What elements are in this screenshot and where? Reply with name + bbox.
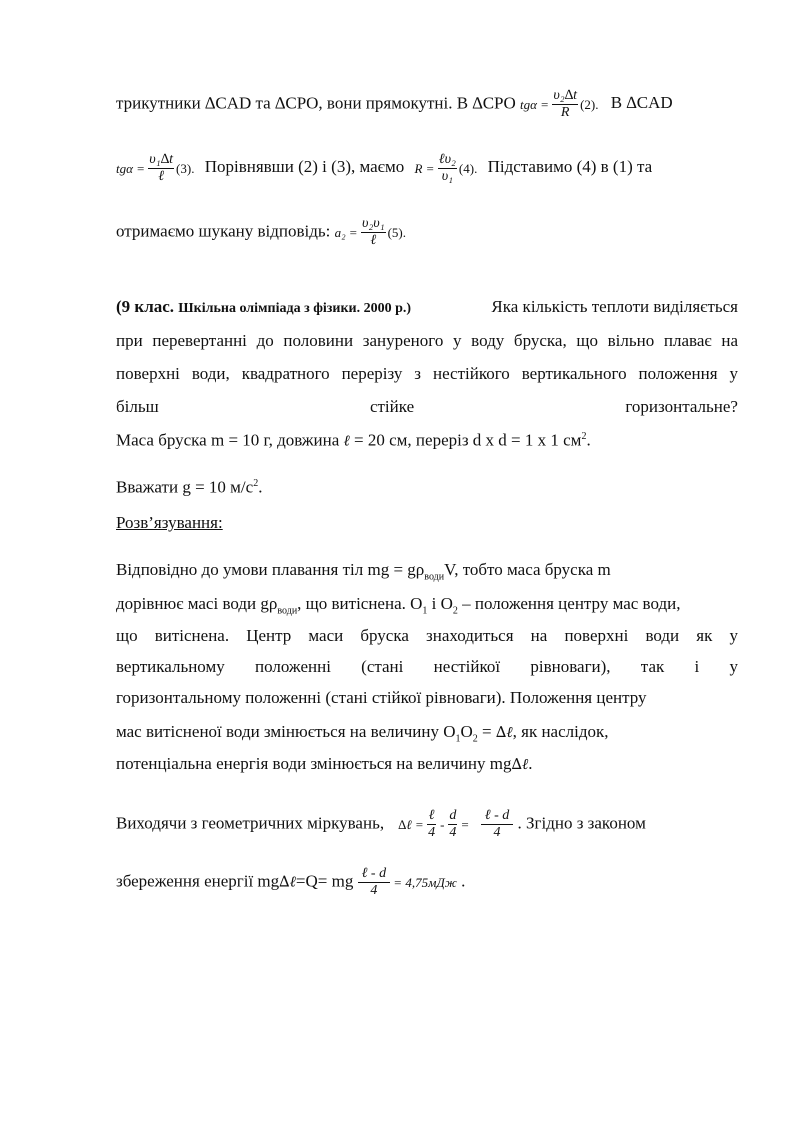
solution-line: дорівнює масі води $g\rho_{води}$, що витіснена. $O_1$ і $O_2$ – положення центру мас води,: [116, 594, 681, 617]
text: Порівнявши (2) і (3), маємо: [204, 157, 405, 177]
problem-line: більш стійке горизонтальне?: [116, 397, 738, 416]
formula-energy: ℓ - d 4 = 4,75мДж: [358, 866, 457, 899]
problem-line: Маса бруска m = 10 г, довжина ℓ = 20 см, переріз d x d = 1 x 1 $см^2$.: [116, 430, 591, 450]
fraction: $\frac{\text{υ₂∆t}}{R}$: [553, 88, 578, 120]
solution-line: горизонтальному положенні (стані стійкої рівноваги). Положення центру: [116, 688, 647, 707]
solution-heading: Розв’язування:: [116, 513, 223, 532]
solution-line: вертикальному положенні (стані нестійкої рівноваги), так і у: [116, 657, 738, 676]
solution-line: Виходячи з геометричних міркувань, ∆ℓ = ℓ 4 - $\frac{d}{4}$ = ℓ - d 4 . Згідно з законом: [116, 808, 646, 840]
problem-heading-line: (9 клас. Шкільна олімпіада з фізики. 2000 р.) Яка кількість теплоти виділяється: [116, 297, 738, 316]
problem-line: поверхні води, квадратного перерізу з нестійкого вертикального положення у: [116, 364, 738, 383]
paragraph-line: [116, 216, 738, 249]
formula-3: tgα = υ₁∆t ℓ (3).: [116, 152, 195, 184]
text: трикутники ∆CAD та ∆CPO, вони прямокутні. В ∆CPO: [116, 93, 516, 113]
solution-line: мас витісненої води змінюється на величину $O_1O_2$ = ∆ℓ, як наслідок,: [116, 722, 609, 745]
formula-4: R = ℓυ₂ υ₁ (4).: [414, 152, 478, 184]
formula-5: a₂ = υ₂υ₁ ℓ (5).: [334, 216, 406, 248]
text: Підставимо (4) в (1) та: [487, 157, 653, 177]
solution-line: що витіснена. Центр маси бруска знаходиться на поверхні води як у: [116, 626, 738, 645]
solution-line: збереження енергії mg∆ℓ=Q= mg ℓ - d 4 = 4,75мДж .: [116, 866, 466, 898]
paragraph-line: [116, 152, 738, 185]
problem-line: при перевертанні до половини зануреного у воду бруска, що вільно плаває на: [116, 331, 738, 350]
paragraph-line: [116, 88, 738, 121]
problem-line: Вважати g = 10 $м/с^2$.: [116, 477, 263, 497]
solution-line: потенціальна енергія води змінюється на величину mg∆ℓ.: [116, 754, 533, 773]
text: отримаємо шукану відповідь:: [116, 221, 331, 241]
solution-line: Відповідно до умови плавання тіл mg = $g\rho_{води}V$, тобто маса бруска m: [116, 560, 611, 583]
formula-delta-l: ∆ℓ = ℓ 4 - $\frac{d}{4}$ = ℓ - d 4: [398, 808, 513, 841]
formula-2: tgα = $\frac{\text{υ₂∆t}}{R}$ (2).: [520, 88, 599, 120]
text: В ∆CAD: [610, 93, 673, 113]
